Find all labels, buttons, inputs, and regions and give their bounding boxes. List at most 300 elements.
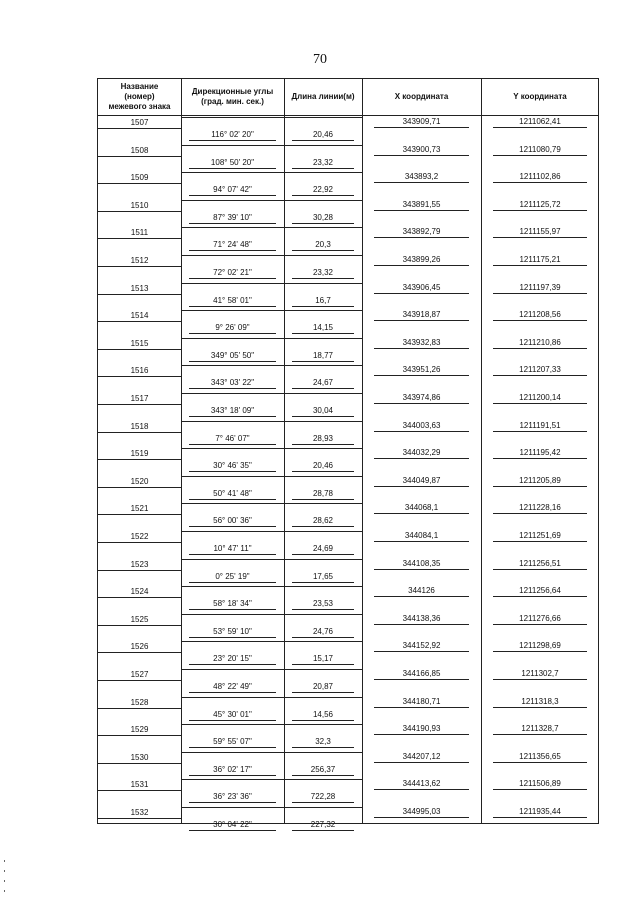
row-divider [493,320,587,321]
header-y: Y координата [513,92,567,101]
margin-mark [4,880,5,882]
row-divider [284,172,362,173]
row-divider [98,597,181,598]
row-divider [284,310,362,311]
x-coordinate: 344413,62 [402,779,441,789]
row-divider [284,559,362,560]
line-length: 32,3 [315,737,331,747]
x-coordinate: 343932,83 [402,337,441,347]
row-divider [292,499,354,500]
direction-angle: 94° 07' 42" [213,185,252,195]
row-divider [284,476,362,477]
row-divider [284,641,362,642]
row-divider [284,283,362,284]
row-divider [284,614,362,615]
row-divider [284,724,362,725]
line-length: 16,7 [315,295,331,305]
direction-angle: 45° 30' 01" [213,709,252,719]
x-coordinate: 344166,85 [402,669,441,678]
row-divider [292,554,354,555]
row-divider [493,293,587,294]
row-divider [98,156,181,157]
x-coordinate: 344032,29 [402,448,441,458]
row-divider [181,476,284,477]
line-length: 24,69 [312,544,334,553]
y-coordinate: 1211276,66 [519,613,561,623]
row-divider [374,734,469,735]
row-divider [493,707,587,708]
row-divider [493,458,587,459]
x-coordinate: 344180,71 [402,696,441,706]
row-divider [284,255,362,256]
row-divider [189,471,276,472]
row-divider [181,200,284,201]
point-name: 1514 [130,311,149,321]
row-divider [374,458,469,459]
y-coordinate: 1211208,56 [519,310,561,320]
point-name: 1521 [130,504,149,514]
line-length: 227,32 [310,820,336,829]
row-divider [374,403,469,404]
row-divider [493,431,587,432]
header-angle: Дирекционные углы (град. мин. сек.) [191,87,274,106]
y-coordinate: 1211356,65 [519,751,561,761]
y-coordinate: 1211256,64 [519,586,561,596]
row-divider [374,127,469,128]
x-coordinate: 344126 [408,586,435,596]
row-divider [374,789,469,790]
row-divider [284,752,362,753]
direction-angle: 56° 00' 36" [213,516,252,526]
row-divider [284,145,362,146]
row-divider [189,168,276,169]
line-length: 15,17 [312,654,334,664]
header-divider [98,115,598,116]
margin-mark [4,890,5,892]
line-length: 30,04 [312,406,334,415]
row-divider [98,128,181,129]
y-coordinate: 1211298,69 [519,641,561,651]
direction-angle: 30° 46' 35" [213,461,252,471]
y-coordinate: 1211175,21 [519,255,561,264]
row-divider [98,708,181,709]
line-length: 17,65 [312,571,334,581]
row-divider [189,664,276,665]
x-coordinate: 343906,45 [402,282,441,292]
row-divider [374,513,469,514]
row-divider [98,376,181,377]
row-divider [181,172,284,173]
direction-angle: 58° 18' 34" [213,599,252,609]
point-name: 1509 [130,173,149,183]
point-name: 1510 [130,200,149,210]
row-divider [493,624,587,625]
row-divider [189,747,276,748]
row-divider [374,541,469,542]
row-divider [181,145,284,146]
point-name: 1508 [130,145,149,155]
row-divider [292,471,354,472]
row-divider [98,542,181,543]
direction-angle: 116° 02' 20" [211,130,254,139]
row-divider [374,210,469,211]
point-name: 1525 [130,614,149,624]
y-coordinate: 1211228,16 [519,503,561,513]
row-divider [292,361,354,362]
row-divider [284,586,362,587]
row-divider [374,707,469,708]
row-divider [181,338,284,339]
point-name: 1526 [130,642,149,652]
y-coordinate: 1211195,42 [519,448,561,458]
row-divider [189,775,276,776]
y-coordinate: 1211080,79 [519,144,561,154]
row-divider [181,283,284,284]
row-divider [181,531,284,532]
row-divider [189,692,276,693]
row-divider [292,664,354,665]
row-divider [181,255,284,256]
x-coordinate: 343918,87 [402,310,441,320]
line-length: 28,62 [312,516,334,526]
x-coordinate: 343951,26 [402,365,441,375]
row-divider [493,375,587,376]
row-divider [493,596,587,597]
direction-angle: 59° 55' 07" [213,737,252,747]
y-coordinate: 1211102,86 [519,172,561,182]
row-divider [493,679,587,680]
row-divider [181,503,284,504]
row-divider [284,531,362,532]
point-name: 1515 [130,338,149,348]
row-divider [292,609,354,610]
row-divider [284,200,362,201]
row-divider [181,117,284,118]
row-divider [374,155,469,156]
direction-angle: 10° 47' 11" [213,544,252,553]
row-divider [189,554,276,555]
line-length: 20,46 [312,130,334,139]
y-coordinate: 1211125,72 [519,199,561,209]
row-divider [98,459,181,460]
row-divider [181,697,284,698]
row-divider [181,586,284,587]
row-divider [374,624,469,625]
coordinates-table [97,78,599,829]
point-name: 1518 [130,421,149,431]
row-divider [181,393,284,394]
row-divider [374,265,469,266]
row-divider [493,155,587,156]
row-divider [493,210,587,211]
row-divider [374,320,469,321]
margin-mark [4,870,5,872]
direction-angle: 36° 02' 17" [213,764,252,774]
row-divider [292,802,354,803]
x-coordinate: 344003,63 [402,420,441,430]
x-coordinate: 344138,36 [402,613,441,623]
row-divider [284,117,362,118]
row-divider [292,278,354,279]
point-name: 1507 [130,118,149,127]
x-coordinate: 343891,55 [402,199,441,209]
page-number: 70 [313,52,327,67]
line-length: 14,56 [312,709,334,719]
line-length: 22,92 [312,185,334,195]
direction-angle: 53° 59' 10" [213,626,252,636]
row-divider [292,637,354,638]
row-divider [493,817,587,818]
point-name: 1513 [130,283,149,293]
row-divider [98,763,181,764]
row-divider [98,321,181,322]
row-divider [292,333,354,334]
row-divider [284,421,362,422]
row-divider [284,779,362,780]
y-coordinate: 1211256,51 [519,558,561,568]
row-divider [181,752,284,753]
row-divider [284,448,362,449]
header-x: X координата [394,92,449,101]
margin-mark [4,860,5,862]
row-divider [284,669,362,670]
row-divider [181,559,284,560]
point-name: 1527 [130,670,149,679]
direction-angle: 9° 26' 09" [215,323,250,333]
row-divider [189,223,276,224]
y-coordinate: 1211200,14 [519,393,561,402]
x-coordinate: 343900,73 [402,144,441,154]
row-divider [493,762,587,763]
line-length: 14,15 [312,323,334,333]
x-coordinate: 344995,03 [402,807,441,816]
direction-angle: 30° 04' 22" [213,820,252,829]
point-name: 1520 [130,476,149,486]
point-name: 1522 [130,532,149,541]
row-divider [493,569,587,570]
row-divider [292,692,354,693]
row-divider [493,265,587,266]
direction-angle: 72° 02' 21" [213,268,252,277]
row-divider [292,830,354,831]
row-divider [374,569,469,570]
row-divider [181,614,284,615]
row-divider [98,625,181,626]
row-divider [98,570,181,571]
row-divider [189,140,276,141]
line-length: 23,53 [312,599,334,609]
line-length: 722,28 [310,792,336,802]
direction-angle: 343° 18' 09" [210,406,255,415]
row-divider [292,416,354,417]
point-name: 1530 [130,752,149,762]
row-divider [181,448,284,449]
x-coordinate: 344068,1 [404,503,439,513]
row-divider [493,237,587,238]
row-divider [292,195,354,196]
y-coordinate: 1211205,89 [519,475,561,485]
direction-angle: 343° 03' 22" [210,378,255,388]
direction-angle: 23° 20' 15" [213,654,252,664]
row-divider [493,541,587,542]
row-divider [284,338,362,339]
row-divider [98,680,181,681]
row-divider [292,168,354,169]
y-coordinate: 1211207,33 [519,365,561,375]
row-divider [98,652,181,653]
line-length: 28,78 [312,488,334,498]
direction-angle: 349° 05' 50" [210,350,255,360]
row-divider [493,651,587,652]
point-name: 1511 [130,228,149,238]
x-coordinate: 343909,71 [402,117,441,126]
x-coordinate: 344108,35 [402,558,441,568]
row-divider [284,807,362,808]
line-length: 20,87 [312,682,334,691]
point-name: 1516 [130,366,149,376]
row-divider [98,487,181,488]
row-divider [189,582,276,583]
x-coordinate: 344152,92 [402,641,441,651]
y-coordinate: 1211251,69 [519,531,561,540]
row-divider [292,223,354,224]
point-name: 1531 [130,780,149,790]
row-divider [374,486,469,487]
direction-angle: 48° 22' 49" [213,682,252,691]
line-length: 18,77 [312,350,334,360]
x-coordinate: 343893,2 [404,172,439,182]
y-coordinate: 1211197,39 [519,282,561,292]
row-divider [493,127,587,128]
row-divider [374,182,469,183]
row-divider [284,227,362,228]
row-divider [292,720,354,721]
row-divider [292,582,354,583]
row-divider [181,724,284,725]
direction-angle: 50° 41' 48" [213,488,252,498]
point-name: 1517 [130,394,149,403]
row-divider [189,526,276,527]
row-divider [189,306,276,307]
direction-angle: 0° 25' 19" [215,571,250,581]
direction-angle: 108° 50' 20" [210,157,255,167]
x-coordinate: 344084,1 [404,531,439,540]
line-length: 256,37 [310,764,336,774]
row-divider [493,789,587,790]
point-name: 1519 [130,449,149,459]
row-divider [181,669,284,670]
row-divider [181,641,284,642]
row-divider [98,211,181,212]
x-coordinate: 344207,12 [402,751,441,761]
row-divider [374,237,469,238]
row-divider [292,306,354,307]
row-divider [292,388,354,389]
row-divider [292,775,354,776]
x-coordinate: 343892,79 [402,227,441,237]
row-divider [374,431,469,432]
y-coordinate: 1211935,44 [519,807,561,816]
row-divider [98,432,181,433]
row-divider [284,697,362,698]
row-divider [292,250,354,251]
row-divider [189,830,276,831]
x-coordinate: 343974,86 [402,393,441,402]
row-divider [284,365,362,366]
row-divider [493,734,587,735]
y-coordinate: 1211302,7 [521,669,559,678]
row-divider [98,514,181,515]
line-length: 24,76 [312,626,334,636]
direction-angle: 41° 58' 01" [213,295,252,305]
row-divider [374,596,469,597]
row-divider [189,250,276,251]
y-coordinate: 1211506,89 [519,779,561,789]
row-divider [189,388,276,389]
y-coordinate: 1211210,86 [519,337,561,347]
row-divider [189,802,276,803]
row-divider [493,182,587,183]
row-divider [493,486,587,487]
row-divider [98,735,181,736]
row-divider [98,294,181,295]
line-length: 28,93 [312,433,334,443]
line-length: 20,46 [312,461,334,471]
row-divider [98,790,181,791]
row-divider [98,183,181,184]
row-divider [493,513,587,514]
row-divider [98,818,181,819]
row-divider [98,266,181,267]
row-divider [189,637,276,638]
direction-angle: 71° 24' 48" [213,240,252,250]
row-divider [493,348,587,349]
row-divider [374,348,469,349]
point-name: 1532 [130,808,149,817]
row-divider [292,444,354,445]
row-divider [189,720,276,721]
row-divider [292,526,354,527]
row-divider [292,140,354,141]
row-divider [98,404,181,405]
x-coordinate: 344190,93 [402,724,441,734]
row-divider [181,779,284,780]
row-divider [181,365,284,366]
row-divider [493,403,587,404]
row-divider [189,361,276,362]
row-divider [284,393,362,394]
direction-angle: 7° 46' 07" [215,433,250,443]
line-length: 20,3 [315,240,331,250]
direction-angle: 36° 23' 36" [213,792,252,802]
row-divider [374,679,469,680]
row-divider [374,293,469,294]
row-divider [189,195,276,196]
line-length: 23,32 [312,268,334,277]
row-divider [374,762,469,763]
point-name: 1512 [130,256,149,265]
point-name: 1523 [130,559,149,569]
point-name: 1528 [130,697,149,707]
y-coordinate: 1211155,97 [519,227,561,237]
row-divider [189,609,276,610]
row-divider [292,747,354,748]
row-divider [189,444,276,445]
y-coordinate: 1211318,3 [521,696,559,706]
line-length: 23,32 [312,157,334,167]
y-coordinate: 1211062,41 [519,117,561,126]
line-length: 24,67 [312,378,334,388]
